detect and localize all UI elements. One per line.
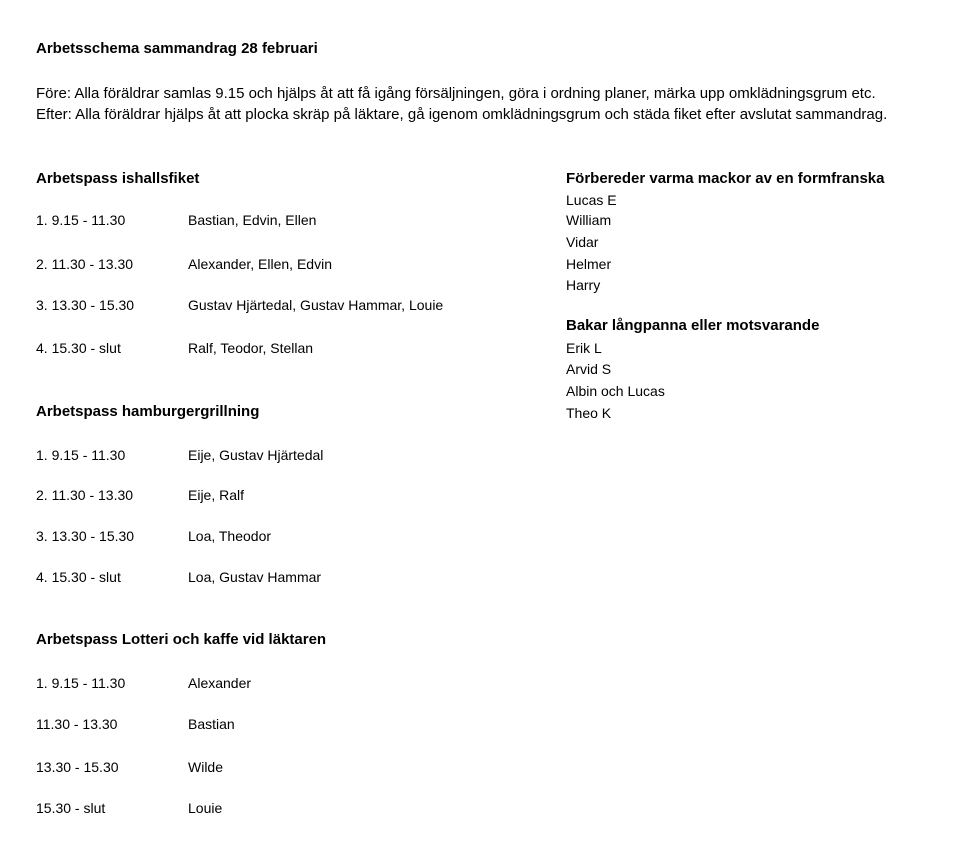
shift-names: Bastian <box>188 716 235 732</box>
shift-names: Bastian, Edvin, Ellen <box>188 212 317 228</box>
list-item: Albin och Lucas <box>566 383 665 399</box>
mackor-heading: Förbereder varma mackor av en formfranska <box>566 170 885 187</box>
shift-names: Loa, Theodor <box>188 528 272 544</box>
shift-time: 4. 15.30 - slut <box>36 569 121 585</box>
shift-time: 2. 11.30 - 13.30 <box>36 487 134 503</box>
section-heading-ishallsfiket: Arbetspass ishallsfiket <box>36 170 200 187</box>
list-item: Lucas E <box>566 192 617 208</box>
shift-names: Eije, Gustav Hjärtedal <box>188 447 324 463</box>
list-item: Theo K <box>566 405 612 421</box>
shift-names: Wilde <box>188 759 224 775</box>
shift-time: 2. 11.30 - 13.30 <box>36 256 134 272</box>
shift-time: 3. 13.30 - 15.30 <box>36 297 135 313</box>
shift-names: Louie <box>188 800 223 816</box>
shift-time: 4. 15.30 - slut <box>36 340 121 356</box>
shift-names: Loa, Gustav Hammar <box>188 569 322 585</box>
shift-time: 15.30 - slut <box>36 800 106 816</box>
shift-time: 1. 9.15 - 11.30 <box>36 675 126 691</box>
shift-time: 11.30 - 13.30 <box>36 716 118 732</box>
list-item: Erik L <box>566 340 602 356</box>
shift-time: 1. 9.15 - 11.30 <box>36 212 126 228</box>
shift-names: Eije, Ralf <box>188 487 245 503</box>
before-text: Före: Alla föräldrar samlas 9.15 och hjälps åt att få igång försäljningen, göra i ordning planer, märka upp omklädningsgrum etc. <box>36 85 876 102</box>
section-heading-lotteri: Arbetspass Lotteri och kaffe vid läktaren <box>36 631 327 648</box>
list-item: William <box>566 212 612 228</box>
langpanna-heading: Bakar långpanna eller motsvarande <box>566 317 820 334</box>
shift-time: 3. 13.30 - 15.30 <box>36 528 135 544</box>
list-item: Vidar <box>566 234 599 250</box>
shift-names: Gustav Hjärtedal, Gustav Hammar, Louie <box>188 297 444 313</box>
after-text: Efter: Alla föräldrar hjälps åt att plocka skräp på läktare, gå igenom omklädningsgrum och städa fiket efter avslutat sammandrag. <box>36 106 888 123</box>
shift-time: 13.30 - 15.30 <box>36 759 119 775</box>
shift-time: 1. 9.15 - 11.30 <box>36 447 126 463</box>
shift-names: Ralf, Teodor, Stellan <box>188 340 314 356</box>
section-heading-hamburgergrillning: Arbetspass hamburgergrillning <box>36 403 260 420</box>
document-title: Arbetsschema sammandrag 28 februari <box>36 40 318 57</box>
list-item: Arvid S <box>566 361 612 377</box>
shift-names: Alexander, Ellen, Edvin <box>188 256 332 272</box>
list-item: Harry <box>566 277 601 293</box>
list-item: Helmer <box>566 256 612 272</box>
shift-names: Alexander <box>188 675 252 691</box>
